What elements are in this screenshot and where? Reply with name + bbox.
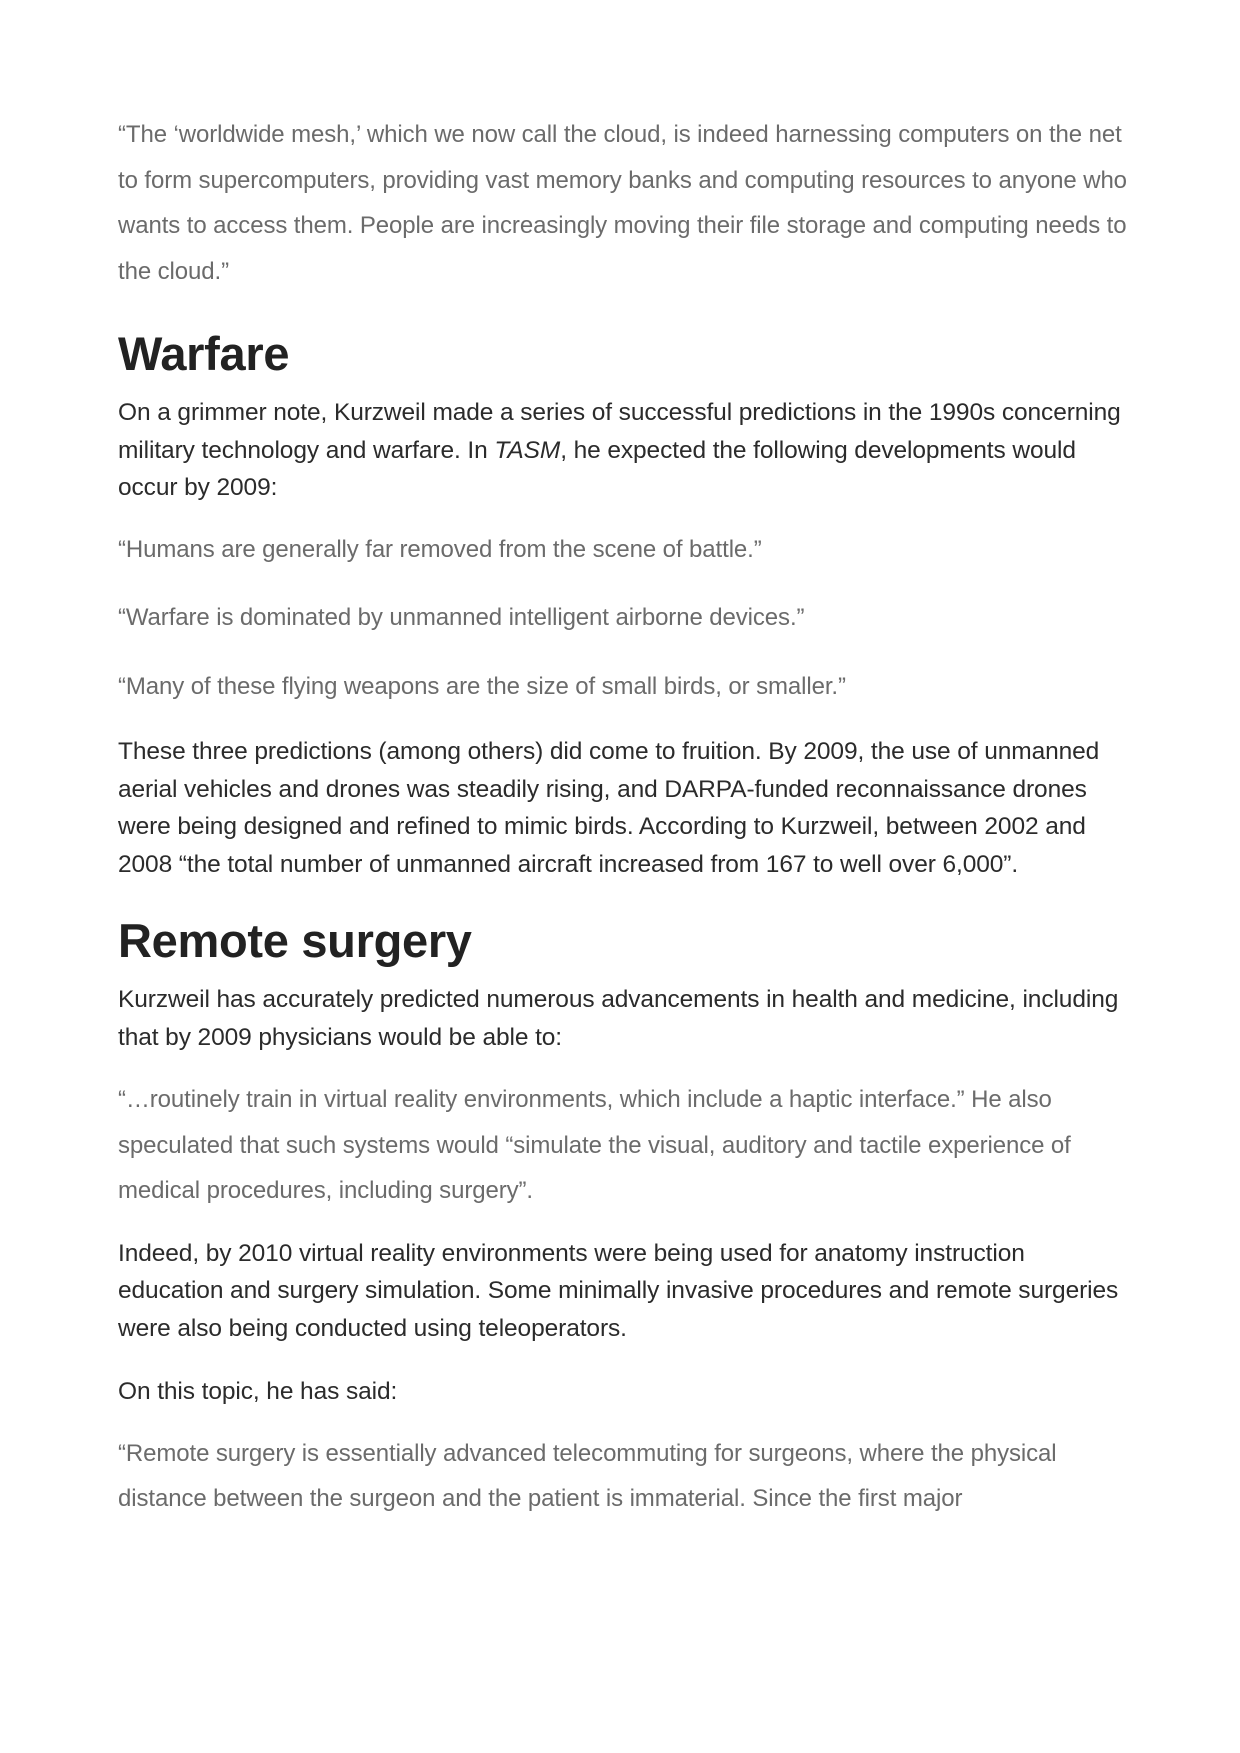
section-heading-warfare: Warfare	[118, 327, 290, 380]
warfare-intro-title: TASM	[494, 436, 561, 464]
warfare-intro-paragraph	[118, 394, 1128, 507]
document-page	[118, 112, 1128, 1522]
warfare-result-paragraph: These three predictions (among others) did come to fruition. By 2009, the use of unmanned aerial vehicles and drones was steadily rising, and DARPA-funded reconnaissance drones were being designed and refined to mimic birds. According to Kurzweil, between 2002 and 2008 “the total number of unmanned aircraft increased from 167 to well over 6,000”.	[118, 738, 1100, 878]
intro-quote: “The ‘worldwide mesh,’ which we now call the cloud, is indeed harnessing computers on the net to form supercomputers, providing vast memory banks and computing resources to anyone who wants to access them. People are increasingly moving their file storage and computing needs to the cloud.”	[118, 121, 1127, 285]
warfare-intro-text: On a grimmer note, Kurzweil made a series of successful predictions in the 1990s concerning military technology and warfare. In	[118, 399, 1121, 464]
surgery-vr-quote: “…routinely train in virtual reality environments, which include a haptic interface.” He also speculated that such systems would “simulate the visual, auditory and tactile experience of medical procedures, including surgery”.	[118, 1086, 1071, 1204]
surgery-said-paragraph: On this topic, he has said:	[118, 1378, 398, 1405]
warfare-quote-1: “Humans are generally far removed from the scene of battle.”	[118, 535, 762, 563]
section-heading-remote-surgery: Remote surgery	[118, 914, 472, 967]
warfare-quote-3: “Many of these flying weapons are the size of small birds, or smaller.”	[118, 672, 846, 700]
warfare-intro-text-end: , he expected the following developments would occur by 2009:	[118, 436, 1076, 501]
warfare-quote-2: “Warfare is dominated by unmanned intelligent airborne devices.”	[118, 604, 805, 631]
surgery-vr-paragraph: Indeed, by 2010 virtual reality environments were being used for anatomy instruction education and surgery simulation. Some minimally invasive procedures and remote surgeries were also being conducted using teleoperators.	[118, 1239, 1119, 1342]
surgery-remote-quote: “Remote surgery is essentially advanced telecommuting for surgeons, where the physical distance between the surgeon and the patient is immaterial. Since the first major	[118, 1439, 1057, 1512]
surgery-intro-paragraph: Kurzweil has accurately predicted numerous advancements in health and medicine, including that by 2009 physicians would be able to:	[118, 986, 1119, 1051]
